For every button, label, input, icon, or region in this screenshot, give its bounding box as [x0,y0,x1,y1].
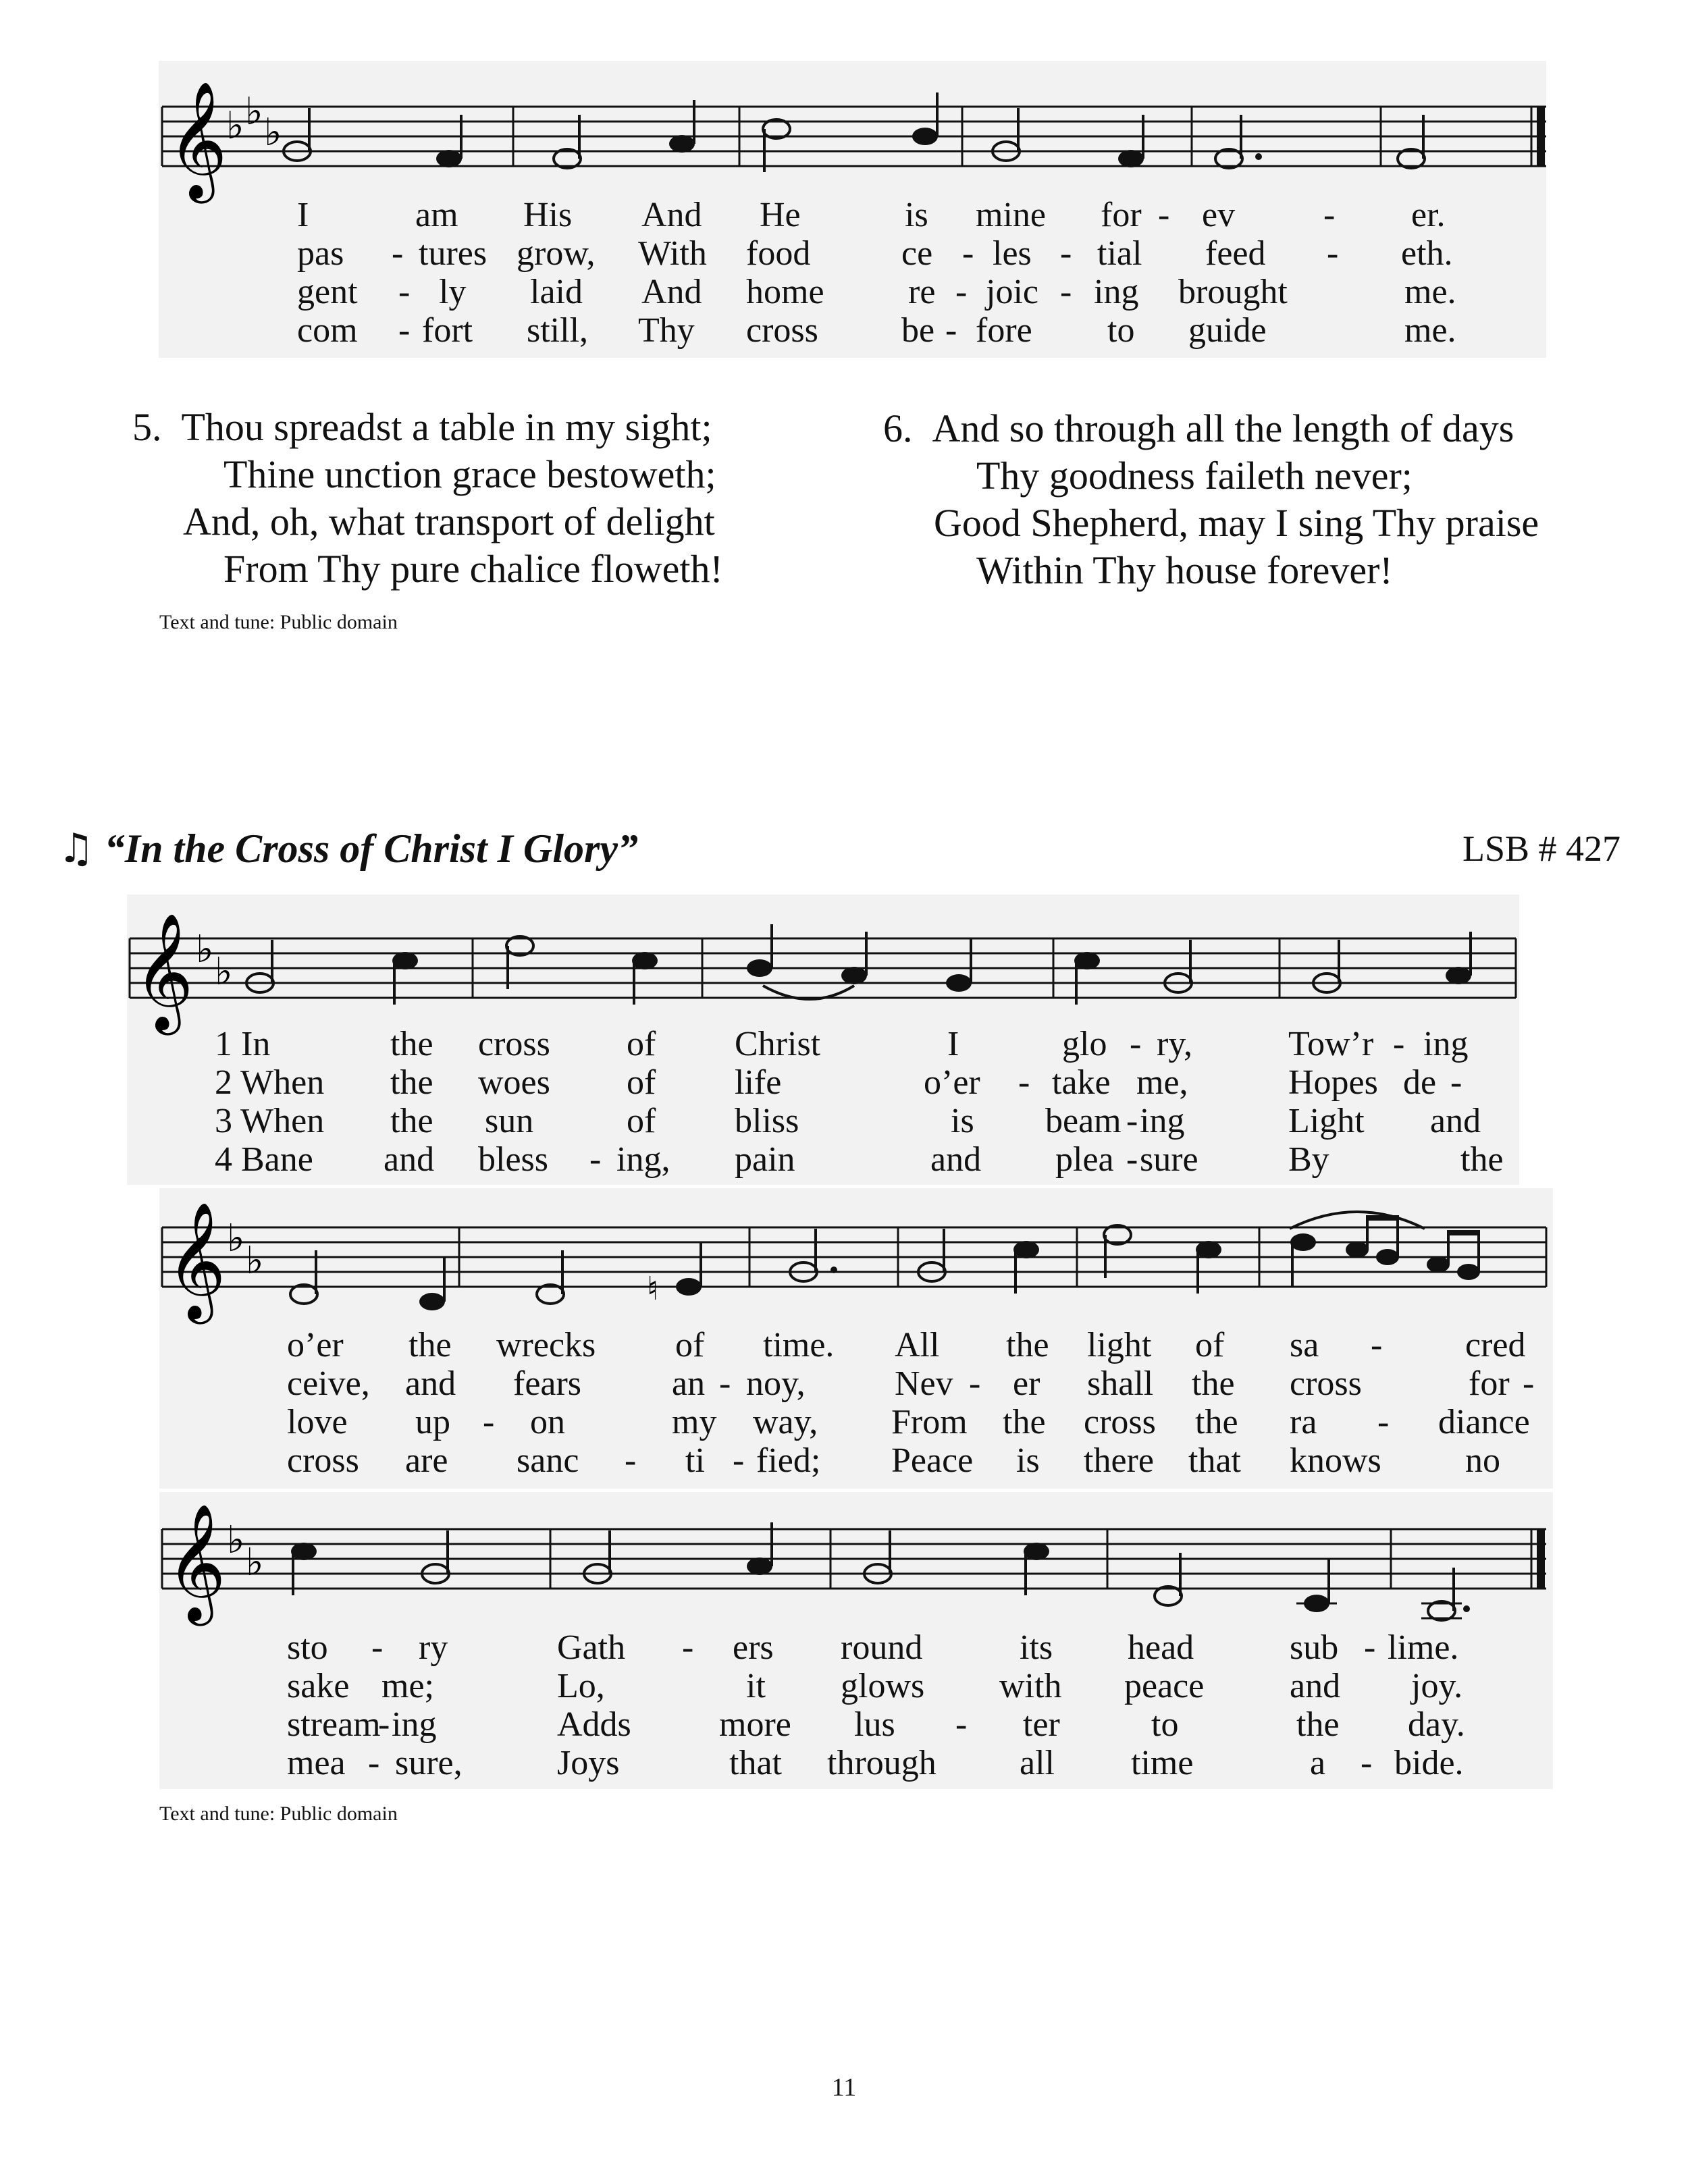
lyric-syllable: the [390,1063,433,1102]
lyric-syllable: the [390,1025,433,1063]
lyric-syllable: sake [287,1667,350,1705]
lyric-syllable: life [735,1063,782,1102]
lyric-syllable: By [1288,1140,1329,1179]
flat-icon: ♭ [196,928,214,971]
lyric-syllable: cross [1290,1364,1362,1403]
lyric-syllable: diance [1438,1403,1530,1441]
lyric-syllable: for [1101,196,1142,234]
lyric-syllable: - [1327,234,1339,273]
lyric-syllable: cred [1465,1326,1526,1364]
hymn-title-text: “In the Cross of Christ I Glory” [104,826,638,871]
lyric-syllable: - [1158,196,1170,234]
lyric-syllable: ing [392,1705,437,1744]
lyric-syllable: round [841,1628,923,1667]
lyric-syllable: bless [478,1140,548,1179]
lyric-syllable: He [760,196,801,234]
lyric-syllable: - [1523,1364,1535,1403]
lyric-syllable: way, [753,1403,818,1441]
lyric-syllable: joy. [1411,1667,1463,1705]
lyric-syllable: ce [901,234,933,273]
lyric-syllable: joic [986,273,1038,311]
lyric-syllable: o’er [287,1326,344,1364]
lyric-syllable: the [408,1326,452,1364]
lyric-syllable: And [641,196,702,234]
lyric-syllable: 1 In [215,1025,271,1063]
lyric-syllable: on [530,1403,565,1441]
lyric-syllable: am [415,196,458,234]
lyric-syllable: mine [976,196,1046,234]
lyric-syllable: feed [1205,234,1266,273]
natural-icon: ♮ [647,1270,659,1308]
lyric-syllable: 2 When [215,1063,325,1102]
lyric-syllable: the [1296,1705,1340,1744]
lyric-syllable: - [371,1628,384,1667]
lyric-syllable: me, [1136,1063,1188,1102]
treble-clef-icon: 𝄞 [166,1202,226,1319]
lyric-syllable: ly [439,273,467,311]
lyric-syllable: Nev [895,1364,953,1403]
lyric-syllable: er [1013,1364,1040,1403]
lyric-syllable: - [719,1364,731,1403]
flat-icon: ♭ [227,1518,245,1562]
lyric-syllable: ing [1094,273,1139,311]
lyric-syllable: ter [1023,1705,1060,1744]
lyric-syllable: - [1018,1063,1030,1102]
lyric-syllable: - [1393,1025,1405,1063]
lyric-syllable: - [1130,1025,1142,1063]
lyric-syllable: - [955,273,968,311]
lyric-syllable: fears [513,1364,582,1403]
treble-clef-icon: 𝄞 [167,81,228,198]
lyric-syllable: me. [1404,311,1456,350]
lyric-syllable: ing [1423,1025,1469,1063]
lyric-syllable: the [390,1102,433,1140]
lyric-syllable: bliss [735,1102,799,1140]
lyric-syllable: - [955,1705,968,1744]
lyric-syllable: From [891,1403,968,1441]
lyric-syllable: that [1188,1441,1241,1480]
lyric-syllable: cross [746,311,818,350]
lyric-syllable: Peace [891,1441,974,1480]
lyric-syllable: glows [841,1667,925,1705]
lyric-syllable: the [1192,1364,1235,1403]
lyric-syllable: to [1151,1705,1179,1744]
lyric-syllable: sure, [395,1744,463,1782]
lyric-syllable: les [993,234,1032,273]
lyric-syllable: I [947,1025,959,1063]
flat-icon: ♭ [215,950,233,994]
lyric-syllable: peace [1124,1667,1205,1705]
lyric-syllable: the [1195,1403,1238,1441]
lyric-syllable: the [1003,1403,1046,1441]
lyric-syllable: with [999,1667,1062,1705]
lyric-syllable: - [483,1403,495,1441]
music-note-icon: ♫ [58,825,95,872]
verse-text: From Thy pure chalice floweth! [223,547,723,591]
lyric-syllable: And [641,273,702,311]
lyric-syllable: With [638,234,707,273]
lyric-syllable: plea [1055,1140,1114,1179]
lyric-syllable: noy, [746,1364,806,1403]
lyric-syllable: brought [1178,273,1288,311]
flat-icon: ♭ [227,1217,245,1260]
lyric-syllable: ry, [1157,1025,1192,1063]
lyric-syllable: - [1364,1628,1376,1667]
lyric-syllable: sa [1290,1326,1319,1364]
lyric-syllable: pas [297,234,344,273]
lyric-syllable: lus [854,1705,895,1744]
lyric-syllable: com [297,311,358,350]
lyric-syllable: Light [1288,1102,1365,1140]
lyric-syllable: gent [297,273,358,311]
lyric-syllable: - [1361,1744,1373,1782]
lyric-syllable: - [1371,1326,1383,1364]
lyric-syllable: pain [735,1140,795,1179]
lyric-syllable: mea [287,1744,346,1782]
page-number: 11 [831,2073,857,2102]
treble-clef-icon: 𝄞 [134,913,194,1030]
lyric-syllable: of [627,1063,656,1102]
flat-icon: ♭ [264,111,282,155]
lyric-syllable: head [1128,1628,1194,1667]
lyric-syllable: ti [685,1441,705,1480]
lyric-syllable: tures [419,234,487,273]
lyric-syllable: are [405,1441,448,1480]
flat-icon: ♭ [245,90,263,134]
lyric-syllable: woes [478,1063,550,1102]
lyric-syllable: o’er [924,1063,980,1102]
lyric-syllable: Adds [557,1705,631,1744]
lyric-syllable: ing, [616,1140,670,1179]
lyric-syllable: fore [976,311,1032,350]
lyric-syllable: is [1016,1441,1040,1480]
lyric-syllable: er. [1411,196,1446,234]
lyric-syllable: ers [733,1628,774,1667]
lyric-syllable: all [1020,1744,1055,1782]
verse-number: 6. [883,406,913,450]
lyric-syllable: ry [419,1628,448,1667]
lyric-syllable: ra [1290,1403,1317,1441]
lyric-syllable: that [729,1744,782,1782]
credit-text: Text and tune: Public domain [159,611,398,633]
lyric-syllable: Hopes [1288,1063,1378,1102]
hymn-number: LSB # 427 [1462,828,1620,869]
lyric-syllable: me; [381,1667,434,1705]
lyric-syllable: ev [1202,196,1236,234]
lyric-syllable: time. [763,1326,835,1364]
lyric-syllable: an [672,1364,706,1403]
lyric-syllable: wrecks [496,1326,596,1364]
lyric-syllable: and [930,1140,982,1179]
lyric-syllable: fort [422,311,473,350]
lyric-syllable: - [392,234,404,273]
lyric-syllable: food [746,234,811,273]
lyric-syllable: sun [485,1102,534,1140]
verse-text: Within Thy house forever! [976,548,1393,592]
credit-text: Text and tune: Public domain [159,1803,398,1825]
lyric-syllable: Thy [638,311,695,350]
lyric-syllable: sanc [517,1441,579,1480]
flat-icon: ♭ [246,1239,264,1283]
lyric-syllable: of [1195,1326,1225,1364]
lyric-syllable: and [405,1364,456,1403]
lyric-syllable: is [951,1102,974,1140]
lyric-syllable: be [901,311,935,350]
lyric-syllable: guide [1188,311,1267,350]
lyric-syllable: of [627,1102,656,1140]
lyric-syllable: knows [1290,1441,1381,1480]
lyric-syllable: Gath [557,1628,626,1667]
lyric-syllable: - [398,273,411,311]
lyric-syllable: - [962,234,974,273]
lyric-syllable: shall [1087,1364,1154,1403]
lyric-syllable: time [1131,1744,1194,1782]
lyric-syllable: cross [478,1025,550,1063]
lyric-syllable: - [378,1705,390,1744]
lyric-syllable: the [1460,1140,1504,1179]
lyric-syllable: eth. [1401,234,1453,273]
lyric-syllable: - [1060,273,1072,311]
lyric-syllable: it [746,1667,766,1705]
lyric-syllable: stream [287,1705,381,1744]
lyric-syllable: - [398,311,411,350]
lyric-syllable: take [1052,1063,1111,1102]
lyric-syllable: - [682,1628,694,1667]
lyric-syllable: sto [287,1628,328,1667]
lyric-syllable: cross [1084,1403,1156,1441]
lyric-syllable: Joys [557,1744,620,1782]
lyric-syllable: grow, [517,234,596,273]
verse-number: 5. [132,405,162,449]
lyric-syllable: Lo, [557,1667,605,1705]
lyric-syllable: there [1084,1441,1154,1480]
lyric-syllable: more [719,1705,791,1744]
lyric-syllable: fied; [756,1441,821,1480]
lyric-syllable: up [415,1403,450,1441]
lyric-syllable: 3 When [215,1102,325,1140]
lyric-syllable: a [1310,1744,1326,1782]
lyric-syllable: and [384,1140,435,1179]
lyric-syllable: laid [530,273,583,311]
lyric-syllable: Tow’r [1288,1025,1374,1063]
lyric-syllable: - [589,1140,602,1179]
lyric-syllable: of [627,1025,656,1063]
lyric-syllable: - [625,1441,637,1480]
lyric-syllable: of [675,1326,705,1364]
lyric-syllable: still, [527,311,589,350]
verse-text: Thine unction grace bestoweth; [223,452,716,496]
verse-text: And so through all the length of days [932,406,1514,450]
lyric-syllable: day. [1408,1705,1465,1744]
lyric-syllable: lime. [1388,1628,1459,1667]
lyric-syllable: me. [1404,273,1456,311]
lyric-syllable: - [945,311,957,350]
lyric-syllable: no [1465,1441,1500,1480]
lyric-syllable: light [1087,1326,1152,1364]
lyric-syllable: sure [1140,1140,1198,1179]
lyric-syllable: sub [1290,1628,1339,1667]
lyric-syllable: - [1377,1403,1390,1441]
lyric-syllable: - [1323,196,1336,234]
lyric-syllable: I [297,196,309,234]
lyric-syllable: ceive, [287,1364,370,1403]
lyric-syllable: is [905,196,928,234]
lyric-syllable: through [827,1744,937,1782]
lyric-syllable: - [733,1441,745,1480]
lyric-syllable: and [1290,1667,1341,1705]
lyric-syllable: - [368,1744,380,1782]
lyric-syllable: to [1107,311,1135,350]
lyric-syllable: - [1060,234,1072,273]
lyric-syllable: tial [1097,234,1142,273]
lyric-syllable: home [746,273,824,311]
flat-icon: ♭ [246,1541,264,1584]
lyric-syllable: His [523,196,573,234]
lyric-syllable: glo [1062,1025,1107,1063]
verse-text: Good Shepherd, may I sing Thy praise [934,501,1539,545]
lyric-syllable: and [1430,1102,1481,1140]
lyric-syllable: ing [1140,1102,1185,1140]
lyric-syllable: my [672,1403,717,1441]
lyric-syllable: - [1450,1063,1462,1102]
lyric-syllable: the [1006,1326,1049,1364]
lyric-syllable: love [287,1403,348,1441]
lyric-syllable: its [1020,1628,1053,1667]
lyric-syllable: re [908,273,936,311]
treble-clef-icon: 𝄞 [166,1503,226,1621]
lyric-syllable: 4 Bane [215,1140,313,1179]
lyric-syllable: beam [1045,1102,1122,1140]
verse-text: Thy goodness faileth never; [976,454,1413,498]
verse-text: And, oh, what transport of delight [183,500,715,543]
lyric-syllable: cross [287,1441,359,1480]
lyric-syllable: All [895,1326,940,1364]
lyric-syllable: bide. [1394,1744,1464,1782]
lyric-syllable: - [1126,1102,1138,1140]
verse-text: Thou spreadst a table in my sight; [181,405,712,449]
lyric-syllable: Christ [735,1025,821,1063]
lyric-syllable: de [1403,1063,1437,1102]
lyric-syllable: - [969,1364,981,1403]
flat-icon: ♭ [226,104,244,148]
lyric-syllable: for [1469,1364,1510,1403]
lyric-syllable: - [1126,1140,1138,1179]
